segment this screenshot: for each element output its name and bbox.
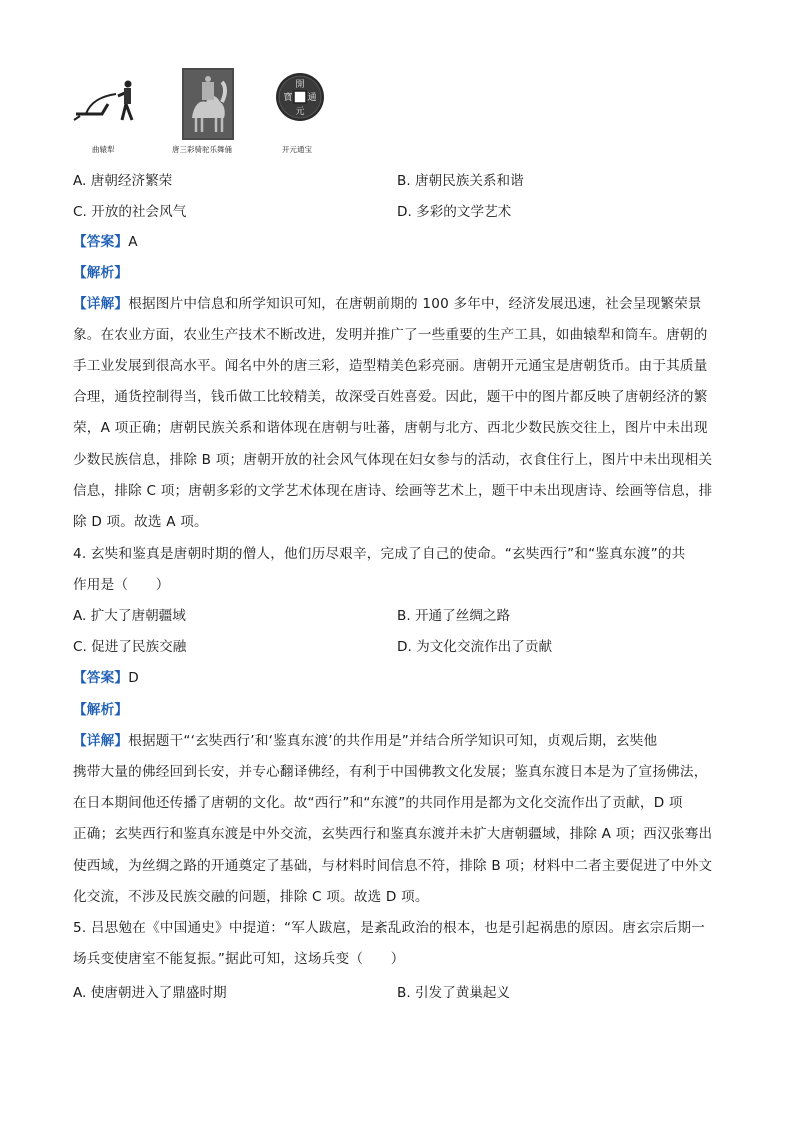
q3-detail-line: 手工业发展到很高水平。闻名中外的唐三彩，造型精美色彩亮丽。唐朝开元通宝是唐朝货币。由于其质量 — [73, 358, 708, 374]
q3-analysis-heading — [73, 263, 128, 283]
plow-icon — [72, 74, 142, 126]
q3-option-a: A. 唐朝经济繁荣 — [73, 173, 173, 189]
q3-answer — [73, 232, 138, 252]
detail-tag: 【详解】 — [73, 733, 129, 749]
detail-tag: 【详解】 — [73, 296, 129, 312]
q4-stem: 4. 玄奘和鉴真是唐朝时期的僧人，他们历尽艰辛，完成了自己的使命。“玄奘西行”和“鉴真东渡”的共 — [73, 546, 686, 562]
q4-detail-line: 在日本期间他还传播了唐朝的文化。故“西行”和“东渡”的共同作用是都为文化交流作出了贡献，D 项 — [73, 795, 683, 811]
q3-option-c: C. 开放的社会风气 — [73, 204, 187, 220]
kaiyuan-coin-photo — [275, 72, 325, 122]
q5-stem: 场兵变使唐室不能复振。”据此可知，这场兵变（ ） — [73, 951, 405, 967]
q4-detail-line: 使西域，为丝绸之路的开通奠定了基础，与材料时间信息不符，排除 B 项；材料中二者主要促进了中外文 — [73, 858, 713, 874]
q4-detail-line: 化交流，不涉及民族交融的问题，排除 C 项。故选 D 项。 — [73, 889, 429, 905]
answer-value: D — [128, 670, 139, 686]
q3-detail-line: 荣，A 项正确；唐朝民族关系和谐体现在唐朝与吐蕃，唐朝与北方、西北少数民族交往上，图片中未出现 — [73, 420, 708, 436]
coin-char-bottom: 元 — [295, 107, 305, 117]
q4-detail-line — [73, 731, 657, 751]
q4-answer — [73, 668, 139, 688]
analysis-tag: 【解析】 — [73, 265, 129, 281]
q4-option-d: D. 为文化交流作出了贡献 — [397, 639, 553, 655]
coin-char-right: 通 — [307, 93, 317, 103]
analysis-tag: 【解析】 — [73, 702, 129, 718]
q3-detail-line: 合理，通货控制得当，钱币做工比较精美，故深受百姓喜爱。因此，题干中的图片都反映了唐朝经济的繁 — [73, 389, 708, 405]
q3-detail-line: 除 D 项。故选 A 项。 — [73, 514, 208, 530]
q4-option-b: B. 开通了丝绸之路 — [397, 608, 511, 624]
coin-caption: 开元通宝 — [282, 145, 312, 154]
q4-analysis-heading — [73, 700, 128, 720]
plow-caption: 曲辕犁 — [92, 145, 115, 154]
q3-detail-line: 信息，排除 C 项；唐朝多彩的文学艺术体现在唐诗、绘画等艺术上，题干中未出现唐诗、绘画等信息，排 — [73, 483, 713, 499]
q4-detail-text: 根据题干“‘玄奘西行’和‘鉴真东渡’的共作用是”并结合所学知识可知，贞观后期，玄奘他 — [128, 733, 658, 749]
q4-detail-line: 携带大量的佛经回到长安，并专心翻译佛经，有利于中国佛教文化发展；鉴真东渡日本是为了宣扬佛法， — [73, 764, 708, 780]
coin-char-left: 寶 — [283, 93, 293, 103]
coin-char-top: 開 — [295, 80, 305, 90]
q3-option-d: D. 多彩的文学艺术 — [397, 204, 512, 220]
q4-option-c: C. 促进了民族交融 — [73, 639, 187, 655]
camel-figurine-photo — [182, 68, 234, 140]
q5-stem: 5. 吕思勉在《中国通史》中提道：“军人跋扈，是紊乱政治的根本，也是引起祸患的原因。唐玄宗后期一 — [73, 920, 706, 936]
plow-illustration — [72, 74, 142, 126]
q3-detail-line: 少数民族信息，排除 B 项；唐朝开放的社会风气体现在妇女参与的活动，衣食住行上，图片中未出现相关 — [73, 452, 713, 468]
answer-value: A — [128, 234, 138, 250]
camel-figurine-icon — [182, 68, 234, 140]
camel-caption: 唐三彩骑驼乐舞俑 — [172, 145, 232, 154]
q4-detail-line: 正确；玄奘西行和鉴真东渡是中外交流，玄奘西行和鉴真东渡并未扩大唐朝疆域，排除 A 项；西汉张骞出 — [73, 826, 713, 842]
q3-detail-line: 象。在农业方面，农业生产技术不断改进，发明并推广了一些重要的生产工具，如曲辕犁和筒车。唐朝的 — [73, 327, 708, 343]
coin-icon — [275, 72, 325, 122]
figure-row — [70, 66, 370, 158]
q4-stem: 作用是（ ） — [73, 577, 170, 593]
q3-detail-text: 根据图片中信息和所学知识可知，在唐朝前期的 100 多年中，经济发展迅速，社会呈现繁荣景 — [128, 296, 702, 312]
answer-tag: 【答案】 — [73, 670, 129, 686]
q3-option-b: B. 唐朝民族关系和谐 — [397, 173, 524, 189]
q3-detail-line — [73, 294, 702, 314]
q5-option-a: A. 使唐朝进入了鼎盛时期 — [73, 985, 227, 1001]
q5-option-b: B. 引发了黄巢起义 — [397, 985, 511, 1001]
answer-tag: 【答案】 — [73, 234, 129, 250]
q4-option-a: A. 扩大了唐朝疆域 — [73, 608, 186, 624]
